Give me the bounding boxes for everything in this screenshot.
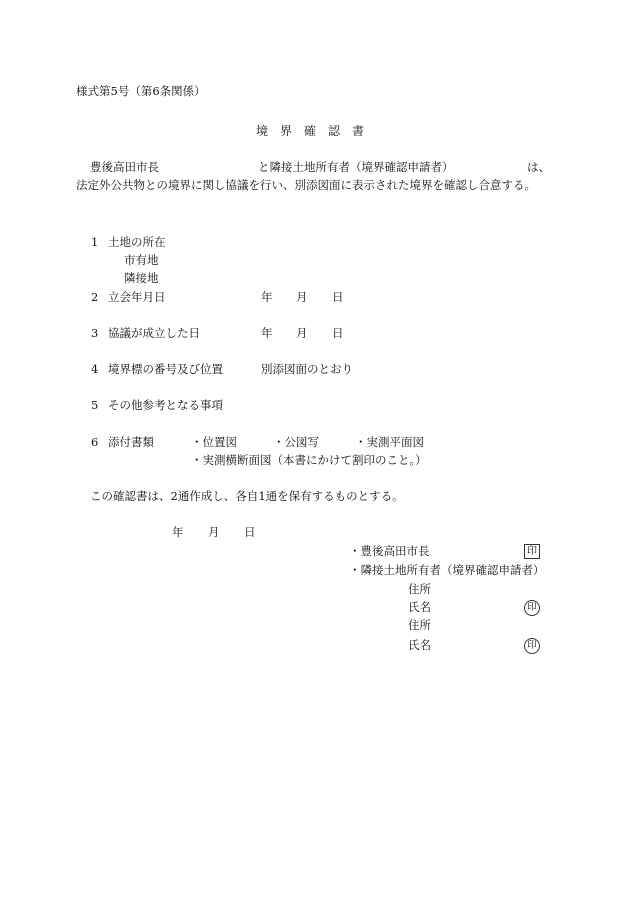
owner2-name-label: 氏名 <box>408 638 431 652</box>
item-2-number: 2 <box>91 290 99 304</box>
item-1-label: 土地の所在 <box>108 235 166 249</box>
owner1-seal-icon: 印 <box>524 600 540 616</box>
owner2-address-label: 住所 <box>408 618 431 632</box>
owner1-name-label: 氏名 <box>408 600 431 614</box>
item-6-number: 6 <box>91 435 99 449</box>
owner1-address-label: 住所 <box>408 582 431 596</box>
closing-text: この確認書は、2通作成し、各自1通を保有するものとする。 <box>90 489 404 503</box>
intro-party1: 豊後高田市長 <box>90 160 159 174</box>
intro-line2: 法定外公共物との境界に関し協議を行い、別添図面に表示された境界を確認し合意する。 <box>76 178 536 192</box>
intro-party2: と隣接土地所有者（境界確認申請者） <box>258 160 454 174</box>
form-number: 様式第5号（第6条関係） <box>76 84 206 98</box>
date-day: 日 <box>244 525 256 539</box>
attachment-location-map: ・位置図 <box>191 435 237 449</box>
owner2-seal-icon: 印 <box>524 638 540 654</box>
item-5-number: 5 <box>91 398 99 412</box>
attachment-survey-plan: ・実測平面図 <box>355 435 424 449</box>
date-year: 年 <box>172 525 184 539</box>
item-2-month: 月 <box>296 290 308 304</box>
item-4-label: 境界標の番号及び位置 <box>108 362 223 376</box>
item-3-month: 月 <box>296 326 308 340</box>
item-4-value: 別添図面のとおり <box>261 362 353 376</box>
item-2-year: 年 <box>261 290 273 304</box>
item-3-year: 年 <box>261 326 273 340</box>
item-2-label: 立会年月日 <box>108 290 166 304</box>
item-3-day: 日 <box>332 326 344 340</box>
attachment-cadastral-map: ・公図写 <box>273 435 319 449</box>
item-3-label: 協議が成立した日 <box>108 326 200 340</box>
item-3-number: 3 <box>91 326 99 340</box>
item-5-label: その他参考となる事項 <box>108 398 223 412</box>
mayor-seal-icon: 印 <box>524 544 540 559</box>
item-6-label: 添付書類 <box>108 435 154 449</box>
attachment-cross-section: ・実測横断面図（本書にかけて割印のこと。） <box>191 453 427 467</box>
intro-particle: は、 <box>527 160 550 174</box>
item-1-city-land: 市有地 <box>124 253 159 267</box>
date-month: 月 <box>208 525 220 539</box>
signatory-owner: ・隣接土地所有者（境界確認申請者） <box>349 563 545 577</box>
signatory-mayor: ・豊後高田市長 <box>349 544 430 558</box>
item-1-number: 1 <box>91 235 99 249</box>
item-4-number: 4 <box>91 362 99 376</box>
item-1-adjacent-land: 隣接地 <box>124 271 159 285</box>
document-title: 境界確認書 <box>256 124 377 138</box>
item-2-day: 日 <box>332 290 344 304</box>
